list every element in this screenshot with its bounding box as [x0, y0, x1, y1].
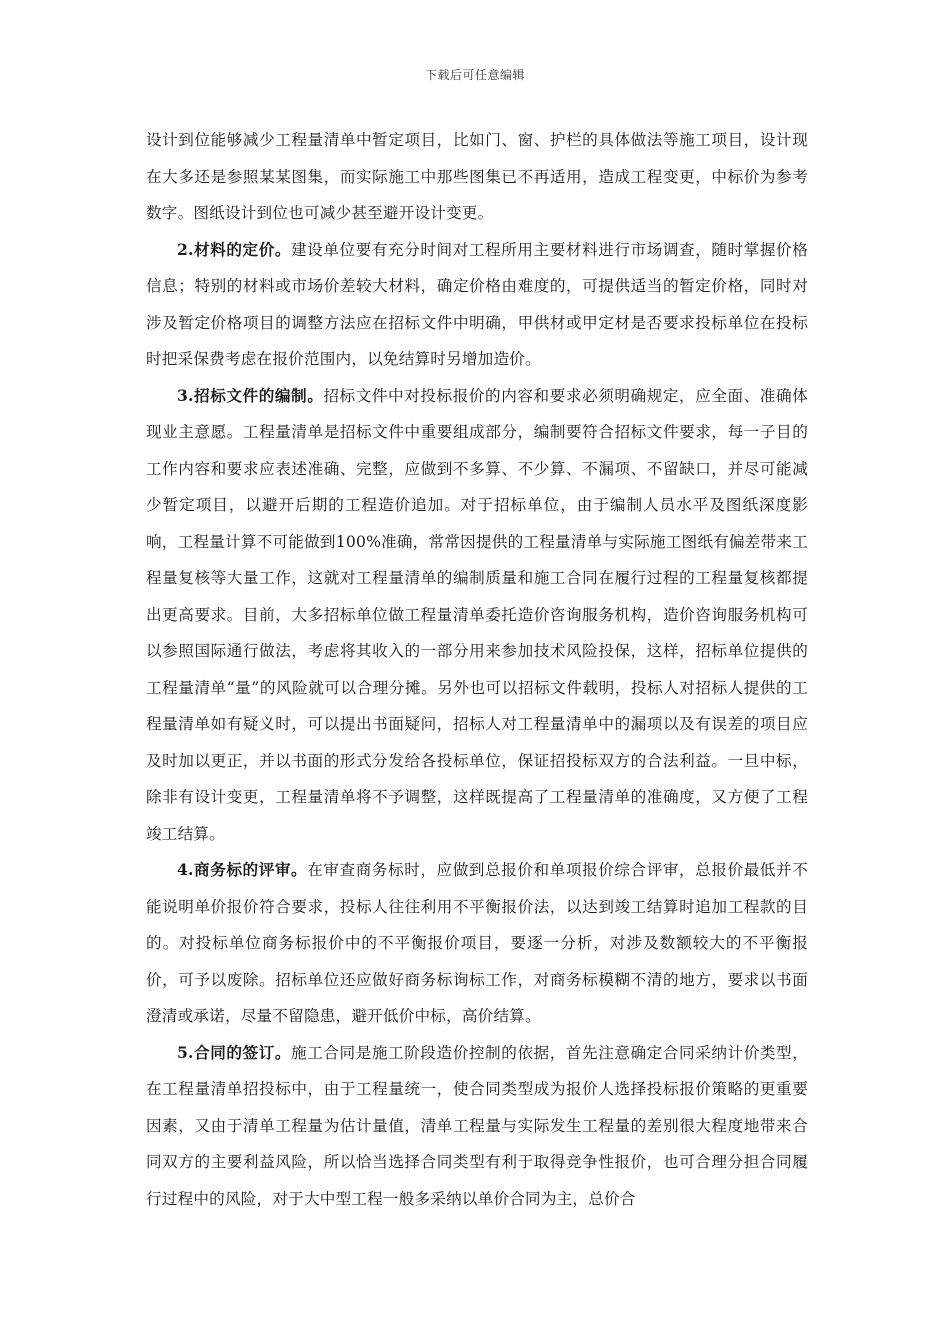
- paragraph-5: [146, 1035, 808, 1218]
- paragraph-2-body: 建设单位要有充分时间对工程所用主要材料进行市场调查，随时掌握价格信息；特别的材料或市场价差较大材料，确定价格由难度的，可提供适当的暂定价格，同时对涉及暂定价格项目的调整方法应在招标文件中明确，甲供材或甲定材是否要求投标单位在投标时把采保费考虑在报价范围内，以免结算时另增加造价。: [146, 240, 808, 368]
- paragraph-3-body: 招标文件中对投标报价的内容和要求必须明确规定，应全面、准确体现业主意愿。工程量清单是招标文件中重要组成部分，编制要符合招标文件要求，每一子目的工作内容和要求应表述准确、完整，应做到不多算、不少算、不漏项、不留缺口，并尽可能减少暂定项目，以避开后期的工程造价追加。对于招标单位，由于编制人员水平及图纸深度影响，工程量计算不可能做到100%准确，常常因提供的工程量清单与实际施工图纸有偏差带来工程量复核等大量工作，这就对工程量清单的编制质量和施工合同在履行过程的工程量复核都提出更高要求。目前，大多招标单位做工程量清单委托造价咨询服务机构，造价咨询服务机构可以参照国际通行做法，考虑将其收入的一部分用来参加技术风险投保，这样，招标单位提供的工程量清单“量”的风险就可以合理分摊。另外也可以招标文件载明，投标人对招标人提供的工程量清单如有疑义时，可以提出书面疑问，招标人对工程量清单中的漏项以及有误差的项目应及时加以更正，并以书面的形式分发给各投标单位，保证招投标双方的合法利益。一旦中标，除非有设计变更，工程量清单将不予调整，这样既提高了工程量清单的准确度，又方便了工程竣工结算。: [146, 386, 808, 843]
- paragraph-1: [146, 122, 808, 232]
- paragraph-4-heading: 4.商务标的评审。: [177, 860, 308, 879]
- paragraph-3: [146, 378, 808, 853]
- paragraph-4-body: 在审查商务标时，应做到总报价和单项报价综合评审，总报价最低并不能说明单价报价符合要求，投标人往往利用不平衡报价法，以达到竣工结算时追加工程款的目的。对投标单位商务标报价中的不平衡报价项目，要逐一分析，对涉及数额较大的不平衡报价，可予以废除。招标单位还应做好商务标询标工作，对商务标模糊不清的地方，要求以书面澄清或承诺，尽量不留隐患，避开低价中标，高价结算。: [146, 861, 808, 1025]
- paragraph-5-heading: 5.合同的签订。: [177, 1042, 292, 1062]
- paragraph-5-body: 施工合同是施工阶段造价控制的依据，首先注意确定合同采纳计价类型，在工程量清单招投标中，由于工程量统一，使合同类型成为报价人选择投标报价策略的更重要因素，又由于清单工程量为估计量值，清单工程量与实际发生工程量的差别很大程度地带来合同双方的主要利益风险，所以恰当选择合同类型有利于取得竞争性报价，也可合理分担合同履行过程中的风险，对于大中型工程一般多采纳以单价合同为主，总价合: [146, 1043, 808, 1208]
- paragraph-1-body: 设计到位能够减少工程量清单中暂定项目，比如门、窗、护栏的具体做法等施工项目，设计现在大多还是参照某某图集，而实际施工中那些图集已不再适用，造成工程变更，中标价为参考数字。图纸设计到位也可减少甚至避开设计变更。: [146, 131, 808, 222]
- page-header: 下载后可任意编辑: [424, 68, 525, 82]
- paragraph-4: [146, 852, 808, 1035]
- paragraph-2-heading: 2.材料的定价。: [177, 239, 292, 259]
- paragraph-2: [146, 232, 808, 378]
- document-body: [146, 122, 808, 1217]
- paragraph-3-heading: 3.招标文件的编制。: [177, 385, 324, 405]
